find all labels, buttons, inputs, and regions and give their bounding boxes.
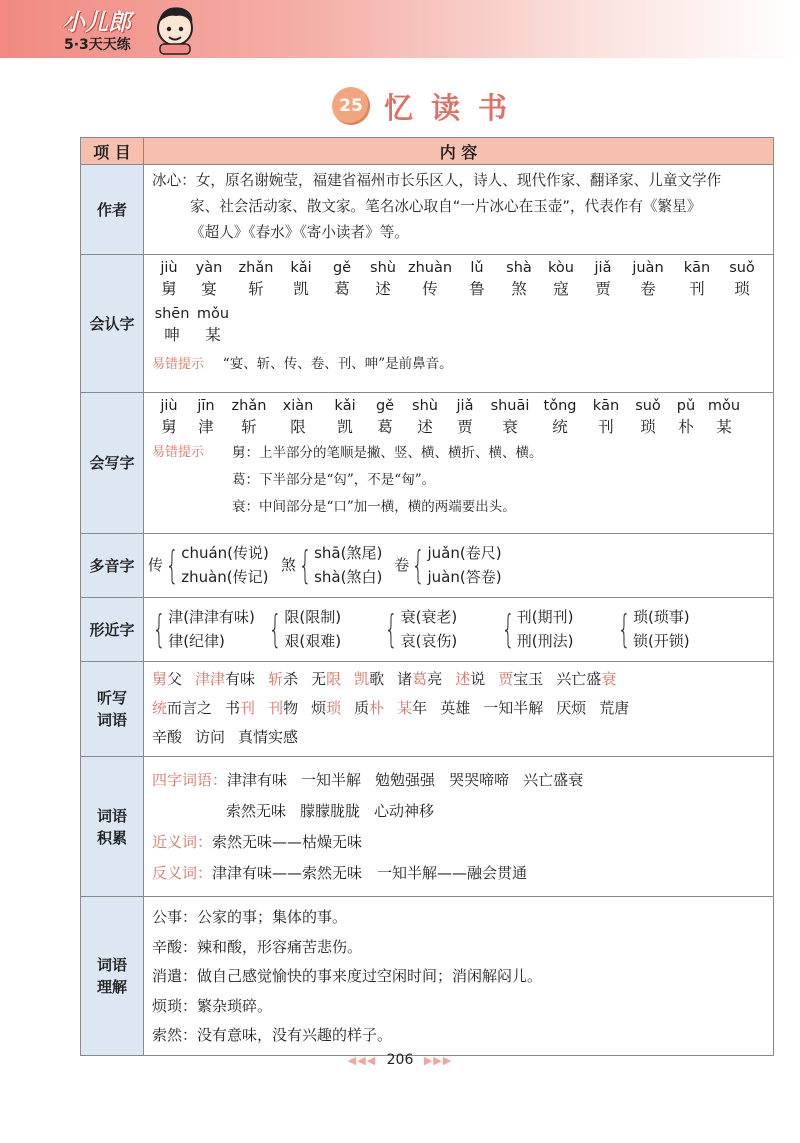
write-char-row [152, 396, 765, 438]
similar-char-entry: 刊(期刊) [516, 608, 574, 626]
character-text: 葛 [377, 418, 393, 436]
prev-arrows-icon: ◀◀◀ [347, 1054, 377, 1067]
dictation-highlight: 凯 [354, 670, 370, 688]
dictation-line [152, 723, 765, 752]
character-text: 贾 [595, 280, 611, 298]
dictation-word [483, 699, 543, 717]
pinyin-text: suǒ [635, 398, 661, 414]
left-brace-icon: { [165, 543, 179, 587]
definition-line: 烦琐：繁杂琐碎。 [152, 996, 273, 1015]
understand-content [144, 897, 774, 1056]
dictation-line [152, 694, 765, 723]
dictation-word [354, 699, 384, 717]
dictation-word [498, 670, 543, 688]
row-label-polyphone: 多音字 [81, 534, 144, 598]
character-text: 葛 [334, 280, 350, 298]
dictation-line [152, 665, 765, 694]
idiom-word: 勉勉强强 [375, 771, 436, 789]
four-char-words [152, 796, 765, 827]
polyphone-reading: zhuàn(传记) [181, 568, 269, 586]
polyphone-reading: shà(煞白) [314, 568, 383, 586]
dictation-plain: 父 [167, 670, 183, 688]
pinyin-text: suǒ [729, 260, 755, 276]
dictation-plain: 一知半解 [483, 699, 544, 717]
polyphone-readings [181, 541, 269, 589]
character-text: 某 [716, 418, 732, 436]
pinyin-char-pair [628, 396, 668, 438]
error-tip-label: 易错提示 [152, 357, 205, 372]
dictation-highlight: 刊 [240, 699, 256, 717]
idiom-word: 一知半解 [301, 771, 362, 789]
pinyin-text: jiù [160, 260, 178, 276]
definition-line: 索然：没有意味，没有兴趣的样子。 [152, 1026, 393, 1044]
character-text: 斩 [241, 418, 257, 436]
dictation-highlight: 舅 [152, 670, 168, 688]
character-text: 刊 [689, 280, 705, 298]
similar-char-entry: 限(限制) [284, 608, 342, 626]
polyphone-readings [428, 541, 502, 589]
dictation-highlight: 衰 [601, 670, 617, 688]
row-label-author: 作者 [81, 165, 144, 255]
pinyin-char-pair [232, 258, 280, 300]
left-brace-icon: { [384, 607, 399, 651]
pinyin-char-pair [366, 396, 404, 438]
character-text: 琐 [734, 280, 750, 298]
left-brace-icon: { [617, 607, 631, 651]
dictation-plain: 质 [354, 699, 370, 717]
page-number: 206 [386, 1052, 414, 1068]
pinyin-text: jīn [197, 398, 215, 414]
dictation-word [397, 670, 442, 688]
polyphone-reading: shā(煞尾) [314, 544, 383, 562]
mascot-icon [152, 2, 198, 56]
left-brace-icon: { [268, 607, 282, 651]
synonym-label: 近义词： [152, 833, 213, 851]
four-char-words [227, 771, 597, 789]
error-tip-label: 易错提示 [152, 445, 205, 460]
similar-char-pair [168, 605, 258, 653]
polyphone-char: 卷 [394, 556, 410, 574]
pinyin-char-pair [192, 304, 234, 346]
dictation-plain: 而言之 [167, 699, 213, 717]
polyphone-reading: juǎn(卷尺) [427, 544, 502, 562]
pinyin-char-pair [404, 396, 446, 438]
character-text: 卷 [640, 280, 656, 298]
dictation-highlight: 限 [326, 670, 342, 688]
polyphone-reading: juàn(答卷) [427, 568, 502, 586]
pinyin-char-pair [672, 258, 722, 300]
pinyin-char-pair [152, 396, 186, 438]
pinyin-text: kān [683, 260, 711, 276]
synonym-text: 索然无味——枯燥无味 [212, 833, 363, 851]
dictation-plain: 无 [311, 670, 327, 688]
idiom-word: 津津有味 [227, 771, 288, 789]
pinyin-text: jiù [160, 398, 178, 414]
pinyin-char-pair [446, 396, 484, 438]
pinyin-text: juàn [632, 260, 664, 276]
dictation-plain: 诸 [397, 670, 413, 688]
row-label-accumulate: 词语 积累 [81, 757, 144, 897]
brand-logo: 小儿郎 [62, 10, 131, 36]
pinyin-char-pair [324, 396, 366, 438]
dictation-word [268, 699, 298, 717]
pinyin-text: shuāi [490, 398, 530, 414]
error-tip-text: 衰：中间部分是“口”加一横，横的两端要出头。 [232, 499, 516, 515]
character-text: 舅 [161, 280, 177, 298]
character-text: 刊 [598, 418, 614, 436]
similar-char-group [382, 605, 490, 653]
dictation-word [225, 699, 255, 717]
pinyin-char-pair [152, 258, 186, 300]
pinyin-char-pair [280, 258, 322, 300]
dictation-highlight: 贾 [498, 670, 514, 688]
dictation-plain: 亮 [427, 670, 443, 688]
notes-table [80, 137, 774, 1056]
left-brace-icon: { [152, 607, 166, 651]
pinyin-text: xiàn [282, 398, 314, 414]
dictation-highlight: 某 [397, 699, 413, 717]
dictation-highlight: 津津 [195, 670, 226, 688]
pinyin-text: kān [592, 398, 620, 414]
similar-char-pair [401, 605, 491, 653]
error-tip-text: 舅：上半部分的笔顺是撇、竖、横、横折、横、横。 [232, 445, 543, 461]
dictation-word [397, 699, 427, 717]
pinyin-text: gě [375, 398, 395, 414]
dictation-plain: 宝玉 [513, 670, 544, 688]
dictation-word [556, 670, 616, 688]
pinyin-text: zhuàn [407, 260, 453, 276]
pinyin-text: shù [370, 260, 396, 276]
pinyin-char-pair [152, 304, 192, 346]
similar-char-pair [517, 605, 607, 653]
lesson-number-badge: 25 [332, 87, 370, 125]
pinyin-text: kǎi [290, 260, 312, 276]
pinyin-text: shà [506, 260, 532, 276]
row-label-recognize: 会认字 [81, 255, 144, 393]
similar-char-group [615, 605, 723, 653]
similar-char-entry: 琐(琐事) [632, 608, 690, 626]
polyphone-content [144, 534, 774, 598]
dictation-plain: 书 [225, 699, 241, 717]
author-content [144, 165, 774, 255]
character-text: 舅 [161, 418, 177, 436]
left-brace-icon: { [298, 543, 312, 587]
dictation-word [440, 699, 470, 717]
character-text: 斩 [248, 280, 264, 298]
dictation-plain: 厌烦 [556, 699, 587, 717]
error-tip-text: 葛：下半部分是“匃”，不是“匈”。 [232, 472, 436, 488]
dictation-word [152, 699, 212, 717]
character-text: 凯 [337, 418, 353, 436]
character-text: 贾 [457, 418, 473, 436]
dictation-plain: 兴亡盛 [556, 670, 602, 688]
pinyin-char-pair [484, 396, 536, 438]
row-label-similar: 形近字 [81, 598, 144, 662]
pinyin-char-pair [704, 396, 744, 438]
column-header-item: 项 目 [81, 138, 144, 165]
dictation-word [556, 699, 586, 717]
character-text: 某 [205, 326, 221, 344]
pinyin-text: kòu [548, 260, 574, 276]
dictation-highlight: 述 [455, 670, 471, 688]
definition-line: 辛酸：辣和酸，形容痛苦悲伤。 [152, 937, 363, 956]
lesson-title: 忆读书 [384, 90, 526, 125]
similar-char-group [150, 605, 258, 653]
pinyin-char-pair [322, 258, 362, 300]
row-label-dictation: 听写 词语 [81, 662, 144, 757]
polyphone-char: 传 [148, 556, 164, 574]
recognize-char-row [152, 304, 765, 346]
pinyin-char-pair [186, 258, 232, 300]
idiom-word: 朦朦胧胧 [300, 802, 361, 820]
character-text: 衰 [502, 418, 518, 436]
author-line: 冰心：女，原名谢婉莹，福建省福州市长乐区人，诗人、现代作家、翻译家、儿童文学作 [152, 172, 722, 189]
author-line: 家、社会活动家、散文家。笔名冰心取自“一片冰心在玉壶”，代表作有《繁星》 [190, 198, 702, 215]
dictation-highlight: 葛 [412, 670, 428, 688]
character-text: 朴 [678, 418, 694, 436]
dictation-word [311, 670, 341, 688]
row-label-write: 会写字 [81, 393, 144, 534]
pinyin-text: jiǎ [456, 398, 474, 414]
pinyin-text: shēn [154, 306, 190, 322]
dictation-content [144, 662, 774, 757]
pinyin-char-pair [272, 396, 324, 438]
error-tip-text: “宴、斩、传、卷、刊、呻”是前鼻音。 [222, 356, 453, 372]
dictation-word [195, 670, 255, 688]
dictation-plain: 年 [412, 699, 428, 717]
definition-line: 消遣：做自己感觉愉快的事来度过空闲时间；消闲解闷儿。 [152, 967, 543, 985]
left-brace-icon: { [501, 607, 515, 651]
dictation-word: 真情实感 [238, 728, 299, 746]
pinyin-text: tǒng [543, 398, 577, 414]
antonym-text: 津津有味——索然无味 一知半解——融会贯通 [212, 864, 528, 882]
similar-char-pair [284, 605, 374, 653]
pinyin-char-pair [456, 258, 498, 300]
column-header-content: 内 容 [144, 138, 774, 165]
pinyin-char-pair [226, 396, 272, 438]
dictation-plain: 物 [283, 699, 299, 717]
left-brace-icon: { [411, 543, 426, 587]
dictation-plain: 有味 [225, 670, 256, 688]
pinyin-char-pair [584, 396, 628, 438]
page-footer [0, 1052, 800, 1068]
character-text: 寇 [553, 280, 569, 298]
character-text: 凯 [293, 280, 309, 298]
pinyin-char-pair [362, 258, 404, 300]
pinyin-char-pair [404, 258, 456, 300]
recognize-char-row [152, 258, 765, 300]
dictation-plain: 说 [470, 670, 486, 688]
series-name: 5·3天天练 [64, 37, 131, 53]
dictation-word [455, 670, 485, 688]
pinyin-char-pair [668, 396, 704, 438]
next-arrows-icon: ▶▶▶ [423, 1054, 453, 1067]
dictation-highlight: 朴 [369, 699, 385, 717]
similar-char-entry: 津(津津有味) [168, 608, 255, 626]
similar-char-entry: 锁(开锁) [632, 632, 690, 650]
similar-content [144, 598, 774, 662]
four-char-label: 四字词语： [152, 771, 228, 789]
character-text: 述 [417, 418, 433, 436]
idiom-word: 兴亡盛衰 [523, 771, 584, 789]
dictation-plain: 烦 [311, 699, 327, 717]
dictation-highlight: 刊 [268, 699, 284, 717]
pinyin-char-pair [624, 258, 672, 300]
similar-char-entry: 哀(哀伤) [400, 632, 458, 650]
idiom-word: 哭哭啼啼 [449, 771, 510, 789]
dictation-word: 访问 [195, 728, 226, 746]
pinyin-char-pair [498, 258, 540, 300]
dictation-highlight: 琐 [326, 699, 342, 717]
similar-char-pair [633, 605, 723, 653]
similar-char-group [499, 605, 607, 653]
character-text: 述 [375, 280, 391, 298]
pinyin-char-pair [536, 396, 584, 438]
dictation-word [599, 699, 629, 717]
idiom-word: 索然无味 [226, 802, 287, 820]
polyphone-group [394, 541, 501, 589]
write-content [144, 393, 774, 534]
pinyin-text: pǔ [676, 398, 696, 414]
pinyin-text: mǒu [196, 306, 230, 322]
character-text: 呻 [164, 326, 180, 344]
pinyin-char-pair [582, 258, 624, 300]
character-text: 传 [422, 280, 438, 298]
character-text: 统 [552, 418, 568, 436]
dictation-highlight: 斩 [268, 670, 284, 688]
dictation-plain: 英雄 [440, 699, 471, 717]
character-text: 煞 [511, 280, 527, 298]
dictation-word: 辛酸 [152, 728, 183, 746]
definition-line: 公事：公家的事；集体的事。 [152, 908, 348, 926]
polyphone-reading: chuán(传说) [181, 544, 269, 562]
pinyin-text: gě [332, 260, 352, 276]
dictation-plain: 杀 [283, 670, 299, 688]
dictation-highlight: 统 [152, 699, 168, 717]
pinyin-char-pair [540, 258, 582, 300]
pinyin-text: kǎi [334, 398, 356, 414]
polyphone-group [148, 541, 269, 589]
recognize-content [144, 255, 774, 393]
antonym-label: 反义词： [152, 864, 213, 882]
pinyin-char-pair [186, 396, 226, 438]
similar-char-entry: 律(纪律) [168, 632, 225, 650]
character-text: 宴 [201, 280, 217, 298]
pinyin-text: zhǎn [238, 260, 274, 276]
pinyin-text: jiǎ [594, 260, 612, 276]
dictation-word [268, 670, 298, 688]
pinyin-char-pair [722, 258, 762, 300]
author-line: 《超人》《春水》《寄小读者》等。 [190, 224, 409, 241]
polyphone-readings [314, 541, 382, 589]
character-text: 琐 [640, 418, 656, 436]
dictation-plain: 荒唐 [599, 699, 630, 717]
polyphone-char: 煞 [280, 556, 296, 574]
similar-char-entry: 刑(刑法) [516, 632, 574, 650]
dictation-word [311, 699, 341, 717]
pinyin-text: mǒu [707, 398, 741, 414]
character-text: 津 [198, 418, 214, 436]
dictation-plain: 歌 [369, 670, 385, 688]
accumulate-content [144, 757, 774, 897]
similar-char-entry: 衰(衰老) [400, 608, 458, 626]
idiom-word: 心动神移 [374, 802, 435, 820]
dictation-word [354, 670, 384, 688]
pinyin-text: yàn [195, 260, 223, 276]
similar-char-entry: 艰(艰难) [284, 632, 342, 650]
character-text: 鲁 [469, 280, 485, 298]
pinyin-text: lǔ [470, 260, 484, 276]
pinyin-text: shù [412, 398, 438, 414]
polyphone-group [281, 541, 382, 589]
similar-char-group [266, 605, 374, 653]
pinyin-text: zhǎn [231, 398, 267, 414]
character-text: 限 [290, 418, 306, 436]
lesson-heading [332, 86, 525, 126]
dictation-word [152, 670, 182, 688]
row-label-understand: 词语 理解 [81, 897, 144, 1056]
